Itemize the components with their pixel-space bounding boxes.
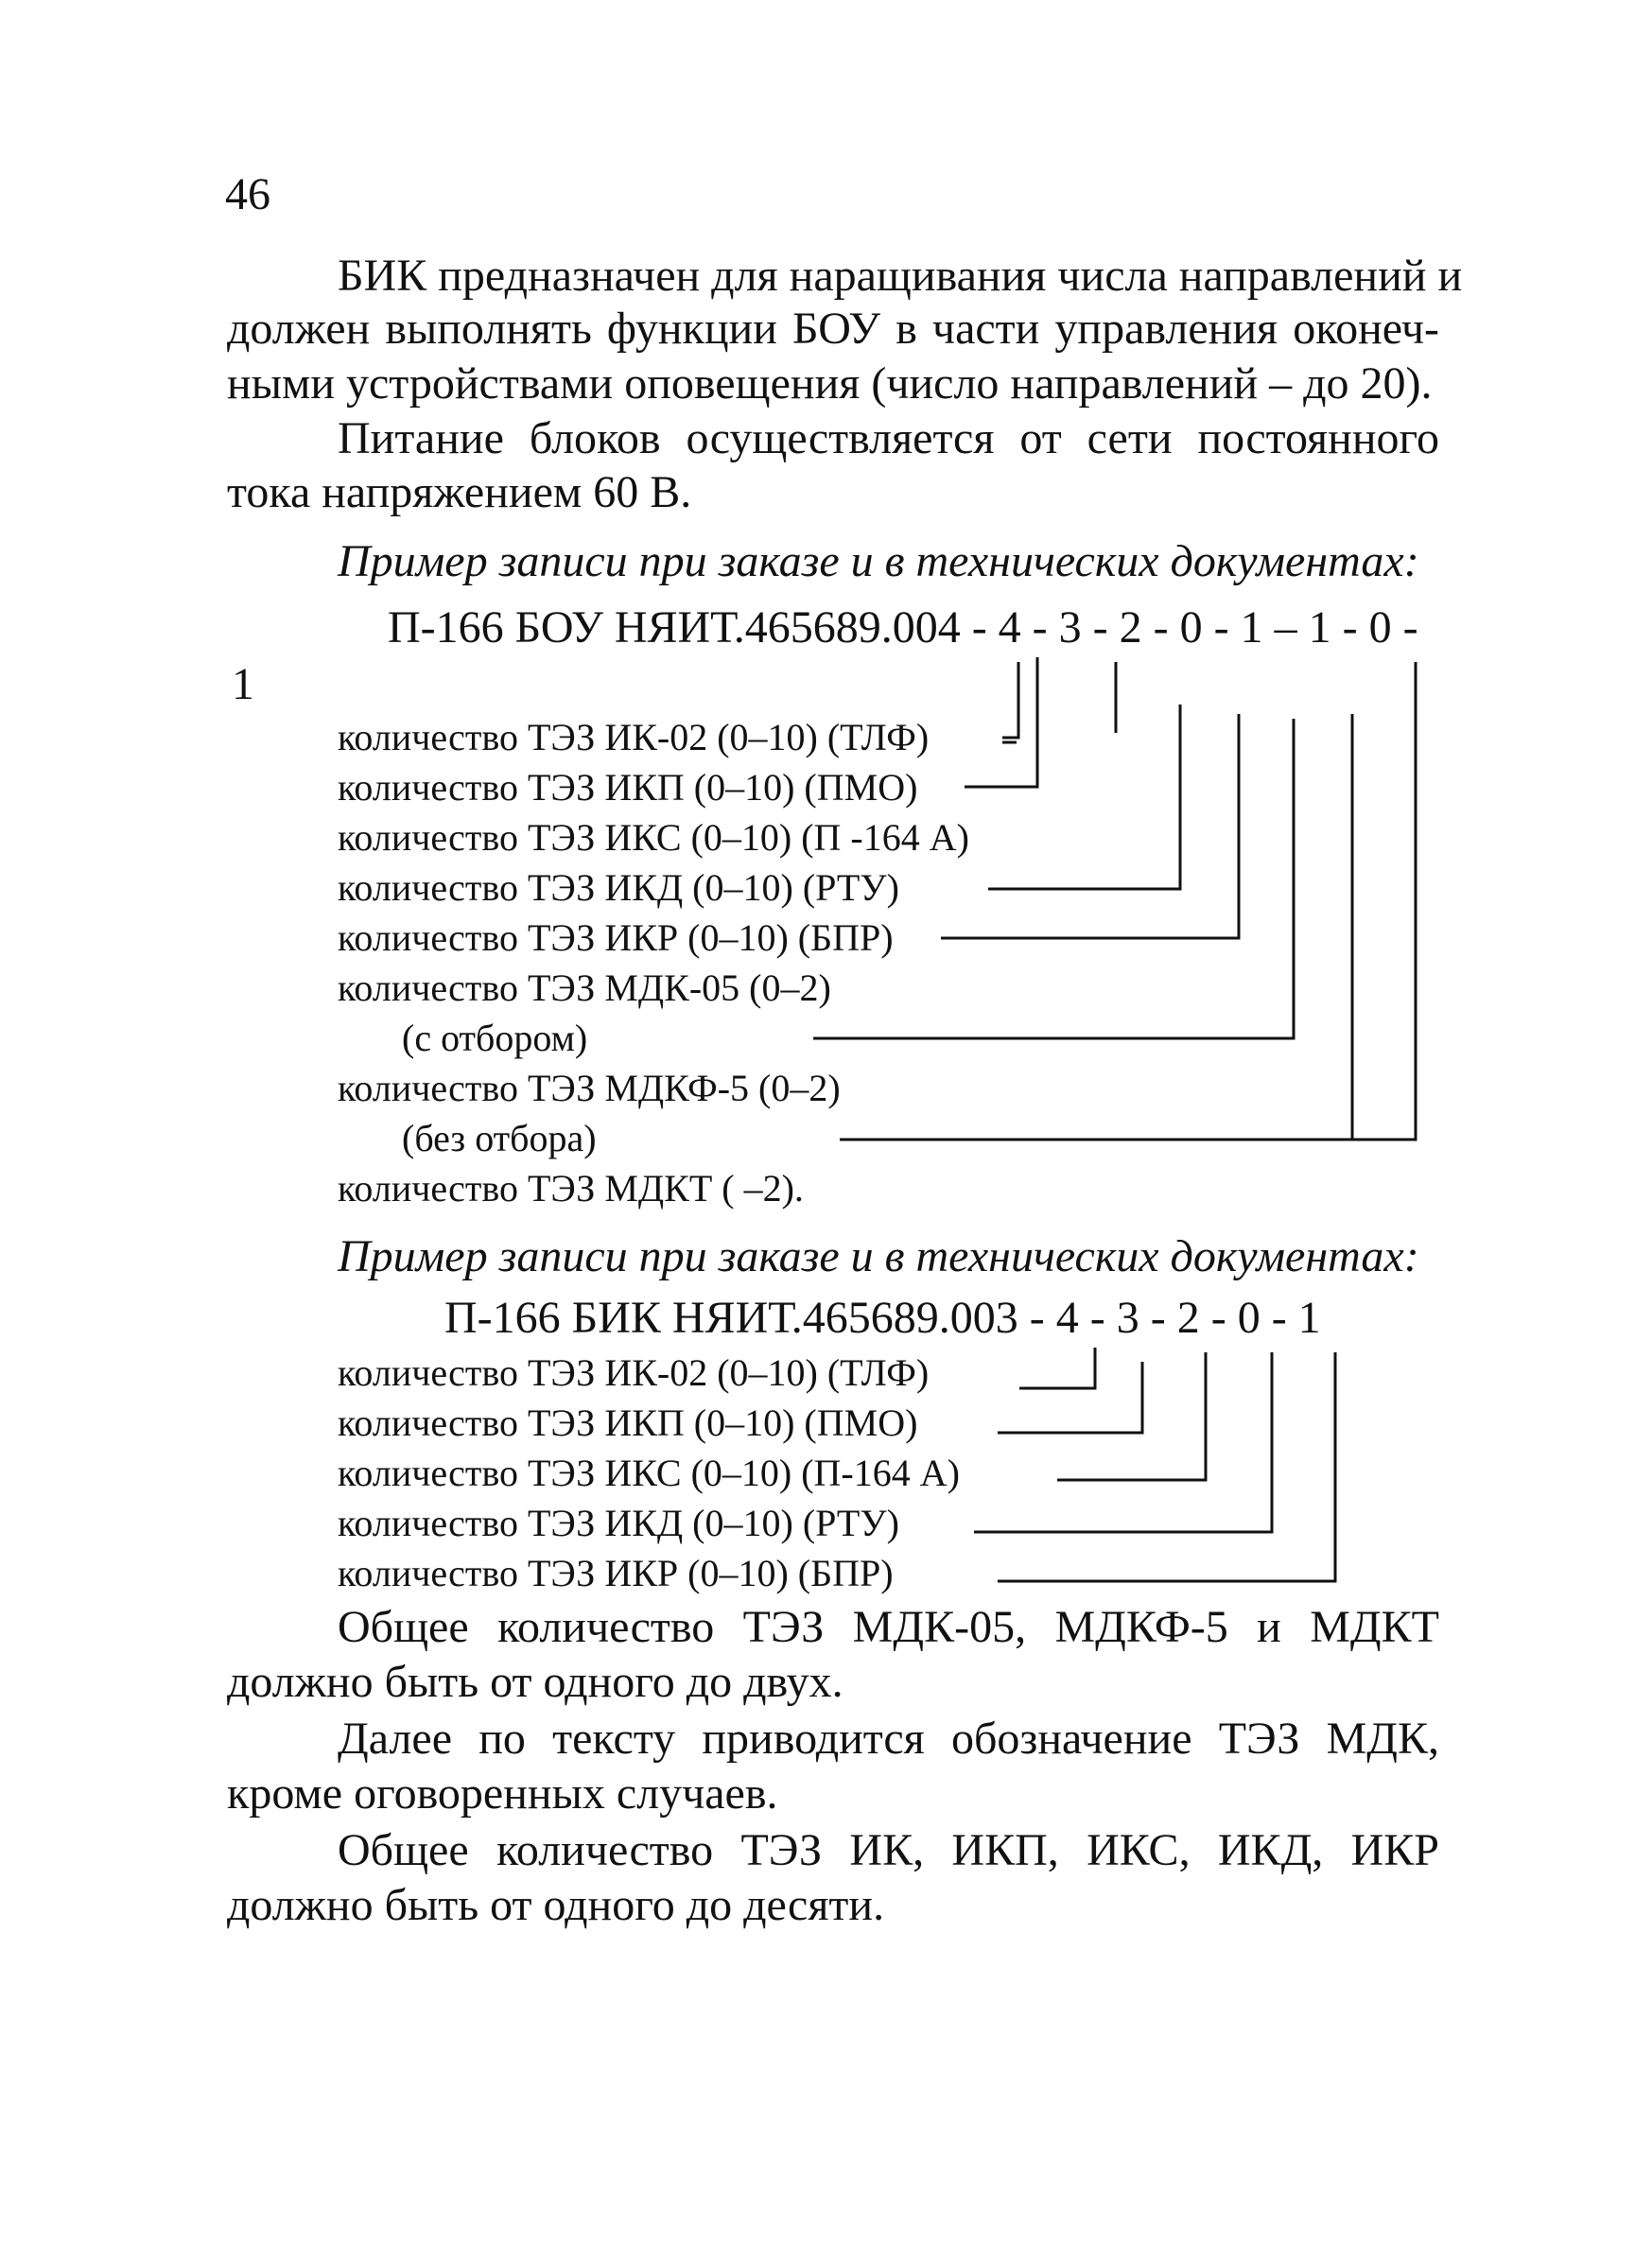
example1-item-mdk05: количество ТЭЗ МДК-05 (0–2): [338, 966, 831, 1009]
para1-line3: ными устройствами оповещения (число направлений – до 20).: [227, 358, 1433, 409]
example2-item-ikp: количество ТЭЗ ИКП (0–10) (ПМО): [338, 1401, 918, 1444]
example1-item-ik02: количество ТЭЗ ИК-02 (0–10) (ТЛФ): [338, 716, 930, 758]
leader-line-ex1-ikr: [941, 714, 1239, 938]
leader-line-ex1-mdkt: [1352, 662, 1416, 1140]
example1-item-ikr: количество ТЭЗ ИКР (0–10) (БПР): [338, 916, 894, 959]
example2-item-ikr: количество ТЭЗ ИКР (0–10) (БПР): [338, 1552, 894, 1594]
para1-line2: должен выполнять функции БОУ в части управления оконеч-: [227, 304, 1439, 354]
para2-line1: Питание блоков осуществляется от сети постоянного: [338, 413, 1439, 463]
example1-item-mdkf5: количество ТЭЗ МДКФ-5 (0–2): [338, 1067, 841, 1109]
example2-item-ikd: количество ТЭЗ ИКД (0–10) (РТУ): [338, 1502, 899, 1544]
example2-item-ik02: количество ТЭЗ ИК-02 (0–10) (ТЛФ): [338, 1351, 930, 1394]
example1-item-mdkf5-note: (без отбора): [402, 1117, 597, 1159]
para3-line1: Общее количество ТЭЗ МДК-05, МДКФ-5 и МДКТ: [338, 1602, 1439, 1652]
example1-item-ikd: количество ТЭЗ ИКД (0–10) (РТУ): [338, 866, 899, 909]
para1-line1: БИК предназначен для наращивания числа направлений и: [338, 251, 1463, 301]
page-number: 46: [225, 169, 270, 219]
example2-heading: Пример записи при заказе и в технических документах:: [338, 1231, 1419, 1281]
para2-line2: тока напряжением 60 В.: [227, 467, 692, 517]
leader-line-ex1-ik02: [1002, 662, 1018, 738]
para4-line1: Далее по тексту приводится обозначение ТЭЗ МДК,: [338, 1714, 1439, 1764]
leader-line-ex2-ikp: [998, 1362, 1142, 1433]
leader-line-ex2-ikd: [974, 1352, 1272, 1532]
para5-line1: Общее количество ТЭЗ ИК, ИКП, ИКС, ИКД, ИКР: [338, 1825, 1439, 1875]
example1-heading: Пример записи при заказе и в технических документах:: [338, 536, 1419, 586]
leader-line-ex1-ikd: [988, 705, 1180, 889]
example1-item-mdk05-note: (с отбором): [402, 1017, 588, 1059]
example2-code: П-166 БИК НЯИТ.465689.003 - 4 - 3 - 2 - 0 - 1: [444, 1293, 1321, 1343]
leader-line-ex1-ikp: [965, 657, 1037, 787]
example1-code: П-166 БОУ НЯИТ.465689.004 - 4 - 3 - 2 - 0 - 1 – 1 - 0 -: [388, 602, 1418, 653]
leader-line-ex2-ik02: [1019, 1348, 1095, 1388]
example1-item-ikp: количество ТЭЗ ИКП (0–10) (ПМО): [338, 766, 918, 809]
para5-line2: должно быть от одного до десяти.: [227, 1880, 885, 1930]
example1-item-mdkt: количество ТЭЗ МДКТ ( –2).: [338, 1167, 804, 1210]
leader-line-ex2-iks: [1057, 1352, 1206, 1480]
leader-line-ex2-ikr: [998, 1352, 1335, 1581]
example2-item-iks: количество ТЭЗ ИКС (0–10) (П-164 А): [338, 1452, 960, 1494]
example1-item-iks: количество ТЭЗ ИКС (0–10) (П -164 А): [338, 816, 969, 859]
para4-line2: кроме оговоренных случаев.: [227, 1768, 778, 1819]
para3-line2: должно быть от одного до двух.: [227, 1657, 843, 1707]
example1-code-tail: 1: [232, 659, 254, 709]
